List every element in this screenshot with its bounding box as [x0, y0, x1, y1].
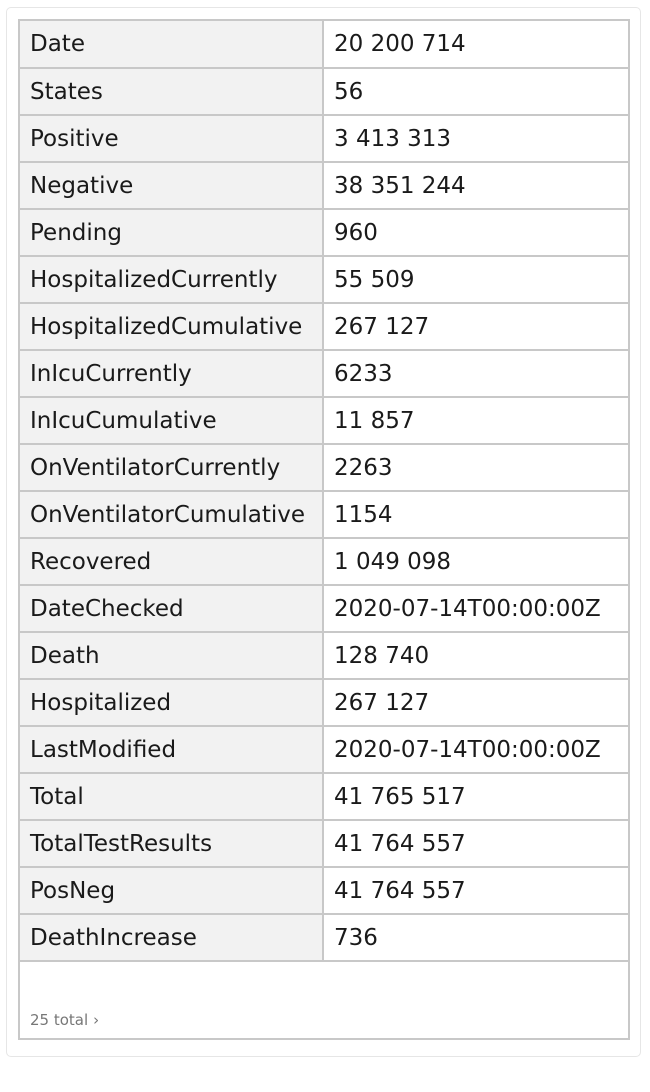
row-value: 128 740 — [323, 632, 628, 679]
table-row — [20, 303, 628, 350]
table-row — [20, 397, 628, 444]
total-count-label: 25 total — [30, 1011, 89, 1029]
table-row — [20, 115, 628, 162]
row-value: 20 200 714 — [323, 21, 628, 68]
table-row — [20, 914, 628, 961]
row-value: 56 — [323, 68, 628, 115]
row-value: 41 765 517 — [323, 773, 628, 820]
table-row — [20, 773, 628, 820]
table-row — [20, 162, 628, 209]
table-row — [20, 820, 628, 867]
table-row — [20, 209, 628, 256]
table-row — [20, 21, 628, 68]
table-row — [20, 867, 628, 914]
table-row — [20, 444, 628, 491]
row-key: HospitalizedCurrently — [20, 256, 323, 303]
row-value: 2020-07-14T00:00:00Z — [323, 726, 628, 773]
row-value: 41 764 557 — [323, 867, 628, 914]
row-value: 38 351 244 — [323, 162, 628, 209]
row-key: HospitalizedCumulative — [20, 303, 323, 350]
table-row — [20, 68, 628, 115]
table-row — [20, 726, 628, 773]
row-value: 267 127 — [323, 679, 628, 726]
row-key: Recovered — [20, 538, 323, 585]
association-grid — [18, 19, 630, 1040]
row-key: Positive — [20, 115, 323, 162]
table-row — [20, 585, 628, 632]
total-count-footer[interactable] — [20, 1002, 628, 1038]
row-key: States — [20, 68, 323, 115]
row-value: 2263 — [323, 444, 628, 491]
chevron-right-icon: › — [93, 1011, 100, 1029]
row-key: InIcuCurrently — [20, 350, 323, 397]
row-key: DeathIncrease — [20, 914, 323, 961]
row-key: Hospitalized — [20, 679, 323, 726]
row-key: TotalTestResults — [20, 820, 323, 867]
table-row — [20, 491, 628, 538]
row-value: 2020-07-14T00:00:00Z — [323, 585, 628, 632]
row-key: Pending — [20, 209, 323, 256]
row-key: Date — [20, 21, 323, 68]
row-key: OnVentilatorCumulative — [20, 491, 323, 538]
key-value-table — [20, 21, 628, 962]
table-row — [20, 256, 628, 303]
row-value: 267 127 — [323, 303, 628, 350]
row-key: InIcuCumulative — [20, 397, 323, 444]
row-key: LastModified — [20, 726, 323, 773]
table-row — [20, 679, 628, 726]
row-value: 41 764 557 — [323, 820, 628, 867]
row-value: 1154 — [323, 491, 628, 538]
table-row — [20, 538, 628, 585]
row-key: DateChecked — [20, 585, 323, 632]
row-key: Total — [20, 773, 323, 820]
table-row — [20, 350, 628, 397]
row-key: OnVentilatorCurrently — [20, 444, 323, 491]
row-key: Negative — [20, 162, 323, 209]
row-value: 3 413 313 — [323, 115, 628, 162]
row-value: 6233 — [323, 350, 628, 397]
row-value: 11 857 — [323, 397, 628, 444]
row-key: PosNeg — [20, 867, 323, 914]
row-key: Death — [20, 632, 323, 679]
table-row — [20, 632, 628, 679]
row-value: 1 049 098 — [323, 538, 628, 585]
row-value: 960 — [323, 209, 628, 256]
row-value: 55 509 — [323, 256, 628, 303]
row-value: 736 — [323, 914, 628, 961]
